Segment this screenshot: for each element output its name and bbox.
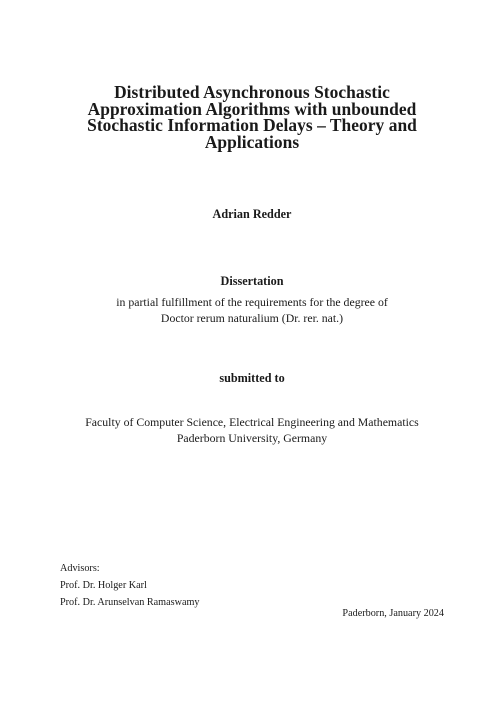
advisors-block (60, 560, 200, 611)
degree-statement-line-1: in partial fulfillment of the requirements for the degree of (116, 295, 388, 309)
degree-statement-line-2: Doctor rerum naturalium (Dr. rer. nat.) (160, 311, 344, 325)
institution-university: Paderborn University, Germany (176, 431, 328, 445)
document-type: Dissertation (220, 274, 284, 288)
degree-statement (0, 294, 504, 326)
title-line-1: Distributed Asynchronous Stochastic (114, 82, 390, 102)
title-line-2: Approximation Algorithms with unbounded (87, 98, 417, 119)
advisor-1: Prof. Dr. Holger Karl (60, 580, 147, 591)
thesis-title (40, 84, 464, 150)
submitted-to-label: submitted to (219, 371, 285, 385)
institution (0, 414, 504, 446)
advisor-2: Prof. Dr. Arunselvan Ramaswamy (60, 597, 200, 608)
title-line-3: Stochastic Information Delays – Theory and (87, 115, 417, 135)
institution-faculty: Faculty of Computer Science, Electrical Engineering and Mathematics (85, 415, 419, 429)
title-line-4: Applications (204, 131, 300, 152)
advisors-label: Advisors: (60, 563, 100, 574)
place-and-date: Paderborn, January 2024 (342, 608, 444, 619)
author-name: Adrian Redder (212, 207, 292, 221)
